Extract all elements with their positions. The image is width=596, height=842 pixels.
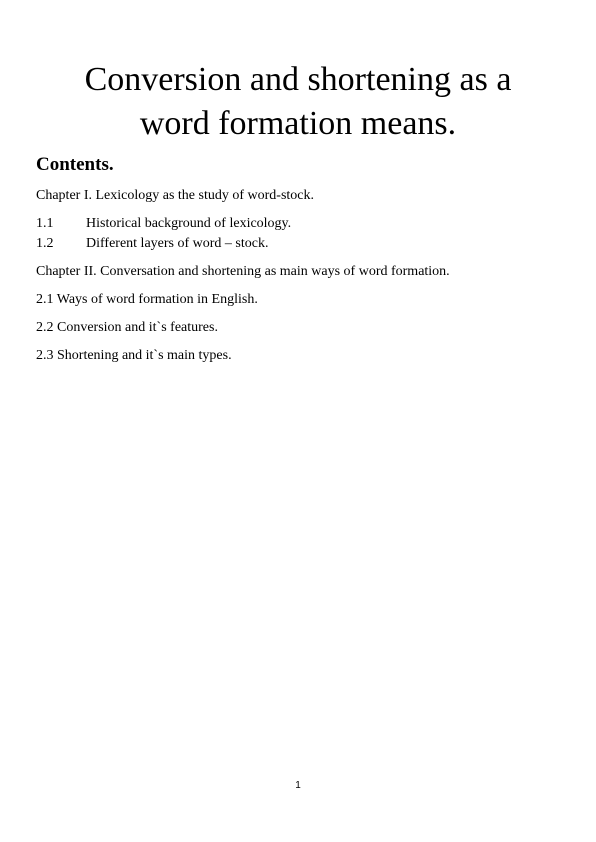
toc-item-1-1 xyxy=(36,215,291,233)
page-number: 1 xyxy=(295,780,301,791)
toc-item-2-1: 2.1 Ways of word formation in English. xyxy=(36,292,258,307)
toc-chapter-2: Chapter II. Conversation and shortening as main ways of word formation. xyxy=(36,264,450,279)
toc-item-text: Historical background of lexicology. xyxy=(86,216,292,231)
title-line-1: Conversion and shortening as a xyxy=(84,61,512,98)
title-line-2: word formation means. xyxy=(139,105,457,142)
contents-heading: Contents. xyxy=(36,154,114,175)
document-title xyxy=(0,58,596,146)
toc-item-number: 1.1 xyxy=(36,216,54,231)
toc-item-text: Different layers of word – stock. xyxy=(86,236,269,251)
toc-item-2-2: 2.2 Conversion and it`s features. xyxy=(36,320,218,335)
toc-item-number: 1.2 xyxy=(36,236,54,251)
toc-item-1-2 xyxy=(36,235,268,253)
toc-item-2-3: 2.3 Shortening and it`s main types. xyxy=(36,348,232,363)
toc-chapter-1: Chapter I. Lexicology as the study of word-stock. xyxy=(36,188,314,203)
